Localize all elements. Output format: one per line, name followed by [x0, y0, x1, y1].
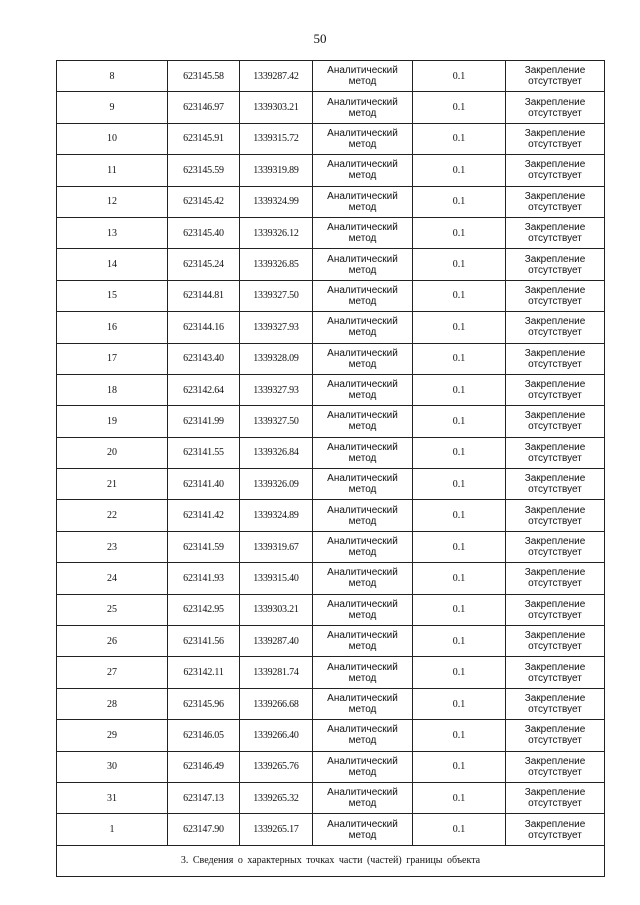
- x-coordinate-cell: 623142.64: [168, 374, 240, 405]
- method-line-1: Аналитический: [327, 159, 398, 171]
- y-coordinate-cell: 1339303.21: [240, 92, 313, 123]
- x-coordinate-cell: 623144.81: [168, 280, 240, 311]
- method-line-2: метод: [348, 76, 377, 88]
- method-line-1: Аналитический: [327, 787, 398, 799]
- fixation-cell: [506, 720, 605, 751]
- table-row: [57, 155, 605, 186]
- fixation-line-2: отсутствует: [528, 735, 582, 747]
- table-row: [57, 814, 605, 845]
- section-caption: 3. Сведения о характерных точках части (частей) границы объекта: [180, 855, 481, 867]
- fixation-line-2: отсутствует: [528, 452, 582, 464]
- method-cell: [313, 563, 413, 594]
- method-line-2: метод: [348, 798, 377, 810]
- accuracy-cell: 0.1: [413, 61, 506, 92]
- point-number-cell: 11: [57, 155, 168, 186]
- fixation-line-2: отсутствует: [528, 515, 582, 527]
- fixation-cell: [506, 688, 605, 719]
- point-number-cell: 16: [57, 312, 168, 343]
- fixation-line-1: Закрепление: [524, 598, 586, 610]
- fixation-cell: [506, 531, 605, 562]
- method-cell: [313, 437, 413, 468]
- accuracy-cell: 0.1: [413, 312, 506, 343]
- method-cell: [313, 626, 413, 657]
- table-row: [57, 217, 605, 248]
- fixation-line-2: отсутствует: [528, 641, 582, 653]
- fixation-cell: [506, 469, 605, 500]
- fixation-line-1: Закрепление: [524, 567, 586, 579]
- method-cell: [313, 500, 413, 531]
- fixation-line-1: Закрепление: [524, 190, 586, 202]
- method-line-1: Аналитический: [327, 253, 398, 265]
- method-line-2: метод: [348, 484, 377, 496]
- point-number-cell: 17: [57, 343, 168, 374]
- y-coordinate-cell: 1339265.17: [240, 814, 313, 845]
- method-cell: [313, 720, 413, 751]
- accuracy-cell: 0.1: [413, 406, 506, 437]
- method-line-2: метод: [348, 138, 377, 150]
- method-line-1: Аналитический: [327, 724, 398, 736]
- fixation-line-2: отсутствует: [528, 76, 582, 88]
- fixation-line-1: Закрепление: [524, 724, 586, 736]
- point-number-cell: 15: [57, 280, 168, 311]
- fixation-cell: [506, 782, 605, 813]
- fixation-line-2: отсутствует: [528, 421, 582, 433]
- fixation-line-1: Закрепление: [524, 504, 586, 516]
- fixation-line-1: Закрепление: [524, 96, 586, 108]
- y-coordinate-cell: 1339326.09: [240, 469, 313, 500]
- accuracy-cell: 0.1: [413, 123, 506, 154]
- method-line-2: метод: [348, 170, 377, 182]
- method-line-1: Аналитический: [327, 96, 398, 108]
- accuracy-cell: 0.1: [413, 186, 506, 217]
- fixation-line-1: Закрепление: [524, 379, 586, 391]
- table-row: [57, 626, 605, 657]
- point-number-cell: 19: [57, 406, 168, 437]
- y-coordinate-cell: 1339326.12: [240, 217, 313, 248]
- point-number-cell: 21: [57, 469, 168, 500]
- section-row: [57, 845, 605, 876]
- x-coordinate-cell: 623141.55: [168, 437, 240, 468]
- x-coordinate-cell: 623147.90: [168, 814, 240, 845]
- fixation-cell: [506, 280, 605, 311]
- x-coordinate-cell: 623145.24: [168, 249, 240, 280]
- fixation-line-2: отсутствует: [528, 578, 582, 590]
- fixation-cell: [506, 751, 605, 782]
- method-cell: [313, 280, 413, 311]
- method-line-1: Аналитический: [327, 410, 398, 422]
- method-line-2: метод: [348, 452, 377, 464]
- point-number-cell: 25: [57, 594, 168, 625]
- method-cell: [313, 312, 413, 343]
- table-row: [57, 406, 605, 437]
- accuracy-cell: 0.1: [413, 563, 506, 594]
- y-coordinate-cell: 1339266.40: [240, 720, 313, 751]
- accuracy-cell: 0.1: [413, 249, 506, 280]
- fixation-line-1: Закрепление: [524, 65, 586, 77]
- fixation-line-2: отсутствует: [528, 766, 582, 778]
- table-row: [57, 782, 605, 813]
- x-coordinate-cell: 623142.11: [168, 657, 240, 688]
- x-coordinate-cell: 623145.96: [168, 688, 240, 719]
- y-coordinate-cell: 1339324.99: [240, 186, 313, 217]
- method-line-2: метод: [348, 609, 377, 621]
- method-line-2: метод: [348, 515, 377, 527]
- y-coordinate-cell: 1339327.93: [240, 374, 313, 405]
- table-row: [57, 123, 605, 154]
- point-number-cell: 9: [57, 92, 168, 123]
- fixation-cell: [506, 437, 605, 468]
- table-row: [57, 343, 605, 374]
- method-cell: [313, 92, 413, 123]
- table-row: [57, 751, 605, 782]
- fixation-line-1: Закрепление: [524, 441, 586, 453]
- fixation-cell: [506, 312, 605, 343]
- fixation-line-1: Закрепление: [524, 693, 586, 704]
- accuracy-cell: 0.1: [413, 626, 506, 657]
- y-coordinate-cell: 1339328.09: [240, 343, 313, 374]
- method-cell: [313, 249, 413, 280]
- method-cell: [313, 61, 413, 92]
- fixation-line-1: Закрепление: [524, 630, 586, 642]
- method-cell: [313, 469, 413, 500]
- accuracy-cell: 0.1: [413, 782, 506, 813]
- accuracy-cell: 0.1: [413, 343, 506, 374]
- table-row: [57, 312, 605, 343]
- method-line-2: метод: [348, 201, 377, 213]
- x-coordinate-cell: 623145.40: [168, 217, 240, 248]
- fixation-line-2: отсутствует: [528, 704, 582, 715]
- x-coordinate-cell: 623141.56: [168, 626, 240, 657]
- fixation-cell: [506, 217, 605, 248]
- fixation-line-1: Закрепление: [524, 253, 586, 265]
- accuracy-cell: 0.1: [413, 280, 506, 311]
- method-line-2: метод: [348, 547, 377, 559]
- accuracy-cell: 0.1: [413, 155, 506, 186]
- method-line-1: Аналитический: [327, 222, 398, 234]
- fixation-line-2: отсутствует: [528, 170, 582, 182]
- method-line-1: Аналитический: [327, 536, 398, 548]
- point-number-cell: 30: [57, 751, 168, 782]
- point-number-cell: 20: [57, 437, 168, 468]
- point-number-cell: 31: [57, 782, 168, 813]
- point-number-cell: 24: [57, 563, 168, 594]
- fixation-cell: [506, 657, 605, 688]
- y-coordinate-cell: 1339303.21: [240, 594, 313, 625]
- fixation-cell: [506, 61, 605, 92]
- table-row: [57, 186, 605, 217]
- point-number-cell: 27: [57, 657, 168, 688]
- method-line-1: Аналитический: [327, 693, 398, 704]
- fixation-line-1: Закрепление: [524, 410, 586, 422]
- table-row: [57, 688, 605, 719]
- method-line-1: Аналитический: [327, 127, 398, 139]
- y-coordinate-cell: 1339326.84: [240, 437, 313, 468]
- method-line-1: Аналитический: [327, 567, 398, 579]
- accuracy-cell: 0.1: [413, 217, 506, 248]
- table-row: [57, 92, 605, 123]
- accuracy-cell: 0.1: [413, 814, 506, 845]
- point-number-cell: 28: [57, 688, 168, 719]
- method-cell: [313, 406, 413, 437]
- y-coordinate-cell: 1339315.40: [240, 563, 313, 594]
- method-line-2: метод: [348, 295, 377, 307]
- accuracy-cell: 0.1: [413, 500, 506, 531]
- table-row: [57, 563, 605, 594]
- method-line-2: метод: [348, 766, 377, 778]
- x-coordinate-cell: 623145.58: [168, 61, 240, 92]
- x-coordinate-cell: 623142.95: [168, 594, 240, 625]
- fixation-line-1: Закрепление: [524, 787, 586, 799]
- fixation-line-2: отсутствует: [528, 138, 582, 150]
- point-number-cell: 26: [57, 626, 168, 657]
- fixation-cell: [506, 374, 605, 405]
- x-coordinate-cell: 623145.42: [168, 186, 240, 217]
- accuracy-cell: 0.1: [413, 688, 506, 719]
- fixation-line-2: отсутствует: [528, 484, 582, 496]
- method-line-2: метод: [348, 107, 377, 119]
- method-line-1: Аналитический: [327, 347, 398, 359]
- x-coordinate-cell: 623141.99: [168, 406, 240, 437]
- x-coordinate-cell: 623141.42: [168, 500, 240, 531]
- fixation-cell: [506, 814, 605, 845]
- y-coordinate-cell: 1339287.40: [240, 626, 313, 657]
- y-coordinate-cell: 1339327.50: [240, 280, 313, 311]
- fixation-cell: [506, 594, 605, 625]
- fixation-line-1: Закрепление: [524, 159, 586, 171]
- method-line-1: Аналитический: [327, 65, 398, 77]
- page-number: 50: [313, 31, 327, 46]
- x-coordinate-cell: 623146.49: [168, 751, 240, 782]
- method-line-1: Аналитический: [327, 473, 398, 485]
- table-row: [57, 500, 605, 531]
- method-cell: [313, 123, 413, 154]
- fixation-line-2: отсутствует: [528, 547, 582, 559]
- point-number-cell: 22: [57, 500, 168, 531]
- method-line-2: метод: [348, 578, 377, 590]
- method-cell: [313, 594, 413, 625]
- table-row: [57, 720, 605, 751]
- fixation-cell: [506, 626, 605, 657]
- fixation-line-2: отсутствует: [528, 390, 582, 402]
- table-row: [57, 469, 605, 500]
- y-coordinate-cell: 1339266.68: [240, 688, 313, 719]
- x-coordinate-cell: 623141.59: [168, 531, 240, 562]
- point-number-cell: 14: [57, 249, 168, 280]
- method-cell: [313, 374, 413, 405]
- y-coordinate-cell: 1339326.85: [240, 249, 313, 280]
- fixation-line-1: Закрепление: [524, 755, 586, 767]
- fixation-cell: [506, 343, 605, 374]
- method-line-2: метод: [348, 390, 377, 402]
- method-line-2: метод: [348, 233, 377, 245]
- fixation-line-1: Закрепление: [524, 473, 586, 485]
- fixation-cell: [506, 563, 605, 594]
- table-row: [57, 594, 605, 625]
- method-cell: [313, 217, 413, 248]
- method-cell: [313, 688, 413, 719]
- fixation-line-1: Закрепление: [524, 661, 586, 673]
- method-cell: [313, 657, 413, 688]
- point-number-cell: 8: [57, 61, 168, 92]
- fixation-line-2: отсутствует: [528, 672, 582, 684]
- fixation-line-2: отсутствует: [528, 798, 582, 810]
- point-number-cell: 10: [57, 123, 168, 154]
- table-body: [57, 61, 605, 846]
- x-coordinate-cell: 623146.97: [168, 92, 240, 123]
- method-cell: [313, 186, 413, 217]
- accuracy-cell: 0.1: [413, 437, 506, 468]
- fixation-line-1: Закрепление: [524, 818, 586, 830]
- section-caption-cell: [57, 845, 605, 876]
- method-cell: [313, 782, 413, 813]
- method-line-1: Аналитический: [327, 630, 398, 642]
- method-cell: [313, 751, 413, 782]
- accuracy-cell: 0.1: [413, 92, 506, 123]
- fixation-line-1: Закрепление: [524, 347, 586, 359]
- fixation-line-1: Закрепление: [524, 316, 586, 328]
- y-coordinate-cell: 1339287.42: [240, 61, 313, 92]
- method-line-1: Аналитический: [327, 504, 398, 516]
- method-line-1: Аналитический: [327, 379, 398, 391]
- y-coordinate-cell: 1339265.76: [240, 751, 313, 782]
- x-coordinate-cell: 623145.91: [168, 123, 240, 154]
- method-line-1: Аналитический: [327, 661, 398, 673]
- method-cell: [313, 155, 413, 186]
- accuracy-cell: 0.1: [413, 751, 506, 782]
- fixation-line-2: отсутствует: [528, 829, 582, 841]
- method-line-2: метод: [348, 704, 377, 715]
- fixation-cell: [506, 123, 605, 154]
- point-number-cell: 29: [57, 720, 168, 751]
- fixation-line-2: отсутствует: [528, 295, 582, 307]
- point-number-cell: 1: [57, 814, 168, 845]
- fixation-line-1: Закрепление: [524, 127, 586, 139]
- method-line-2: метод: [348, 672, 377, 684]
- method-line-2: метод: [348, 327, 377, 339]
- table-row: [57, 249, 605, 280]
- x-coordinate-cell: 623143.40: [168, 343, 240, 374]
- fixation-cell: [506, 92, 605, 123]
- x-coordinate-cell: 623144.16: [168, 312, 240, 343]
- y-coordinate-cell: 1339319.89: [240, 155, 313, 186]
- method-line-1: Аналитический: [327, 284, 398, 296]
- method-line-2: метод: [348, 641, 377, 653]
- point-number-cell: 13: [57, 217, 168, 248]
- method-line-2: метод: [348, 421, 377, 433]
- point-number-cell: 23: [57, 531, 168, 562]
- method-line-2: метод: [348, 264, 377, 276]
- method-line-2: метод: [348, 735, 377, 747]
- method-line-1: Аналитический: [327, 316, 398, 328]
- table-row: [57, 437, 605, 468]
- method-line-1: Аналитический: [327, 598, 398, 610]
- boundary-points-table: [56, 60, 605, 877]
- y-coordinate-cell: 1339281.74: [240, 657, 313, 688]
- method-line-2: метод: [348, 358, 377, 370]
- fixation-line-2: отсутствует: [528, 358, 582, 370]
- fixation-line-2: отсутствует: [528, 233, 582, 245]
- table-row: [57, 280, 605, 311]
- fixation-cell: [506, 186, 605, 217]
- fixation-line-1: Закрепление: [524, 284, 586, 296]
- fixation-cell: [506, 249, 605, 280]
- accuracy-cell: 0.1: [413, 374, 506, 405]
- fixation-cell: [506, 155, 605, 186]
- accuracy-cell: 0.1: [413, 469, 506, 500]
- table-row: [57, 61, 605, 92]
- accuracy-cell: 0.1: [413, 720, 506, 751]
- method-cell: [313, 531, 413, 562]
- method-line-1: Аналитический: [327, 441, 398, 453]
- x-coordinate-cell: 623145.59: [168, 155, 240, 186]
- fixation-cell: [506, 406, 605, 437]
- fixation-line-2: отсутствует: [528, 201, 582, 213]
- y-coordinate-cell: 1339319.67: [240, 531, 313, 562]
- method-cell: [313, 814, 413, 845]
- fixation-line-2: отсутствует: [528, 609, 582, 621]
- method-line-1: Аналитический: [327, 818, 398, 830]
- point-number-cell: 12: [57, 186, 168, 217]
- accuracy-cell: 0.1: [413, 594, 506, 625]
- point-number-cell: 18: [57, 374, 168, 405]
- y-coordinate-cell: 1339327.50: [240, 406, 313, 437]
- y-coordinate-cell: 1339324.89: [240, 500, 313, 531]
- x-coordinate-cell: 623147.13: [168, 782, 240, 813]
- table-row: [57, 531, 605, 562]
- accuracy-cell: 0.1: [413, 657, 506, 688]
- fixation-line-2: отсутствует: [528, 327, 582, 339]
- x-coordinate-cell: 623141.40: [168, 469, 240, 500]
- method-line-1: Аналитический: [327, 755, 398, 767]
- fixation-line-2: отсутствует: [528, 107, 582, 119]
- method-line-1: Аналитический: [327, 190, 398, 202]
- method-cell: [313, 343, 413, 374]
- y-coordinate-cell: 1339327.93: [240, 312, 313, 343]
- method-line-2: метод: [348, 829, 377, 841]
- fixation-line-2: отсутствует: [528, 264, 582, 276]
- accuracy-cell: 0.1: [413, 531, 506, 562]
- fixation-line-1: Закрепление: [524, 536, 586, 548]
- x-coordinate-cell: 623146.05: [168, 720, 240, 751]
- table-row: [57, 657, 605, 688]
- x-coordinate-cell: 623141.93: [168, 563, 240, 594]
- table-row: [57, 374, 605, 405]
- y-coordinate-cell: 1339315.72: [240, 123, 313, 154]
- y-coordinate-cell: 1339265.32: [240, 782, 313, 813]
- fixation-cell: [506, 500, 605, 531]
- fixation-line-1: Закрепление: [524, 222, 586, 234]
